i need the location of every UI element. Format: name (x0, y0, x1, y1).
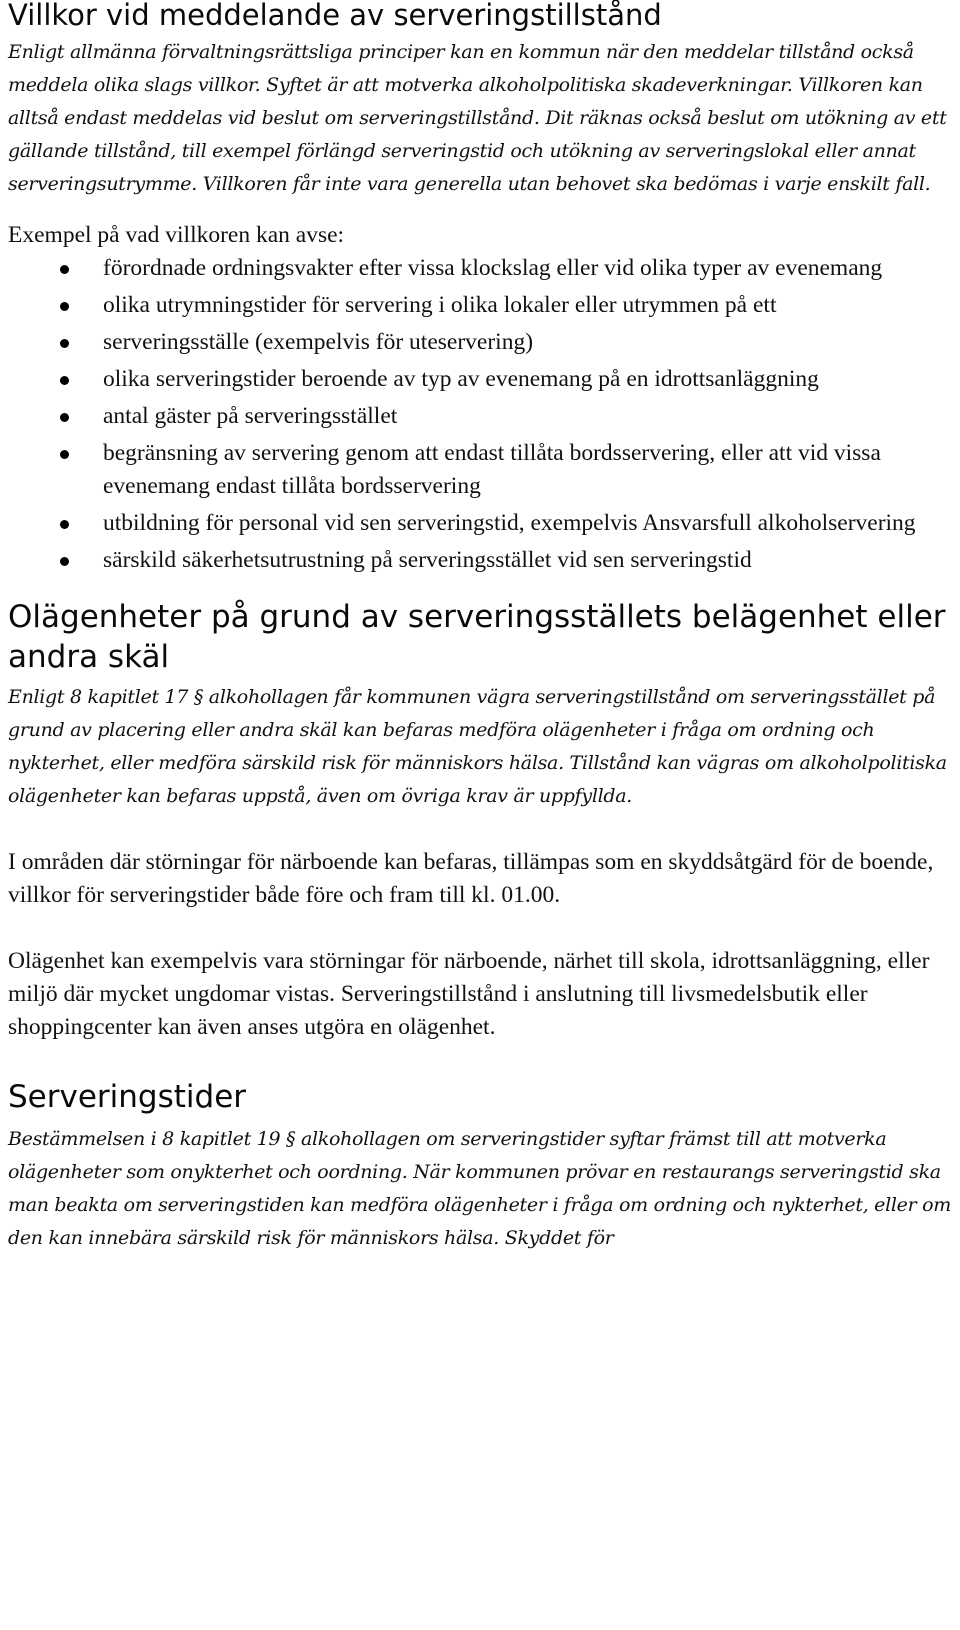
bullet-icon (60, 520, 69, 529)
list-item: olika serveringstider beroende av typ av evenemang på en idrottsanläggning (8, 363, 952, 396)
list-item: olika utrymningstider för servering i olika lokaler eller utrymmen på ett (8, 289, 952, 322)
list-item: utbildning för personal vid sen serveringstid, exempelvis Ansvarsfull alkoholservering (8, 507, 952, 540)
bullet-icon (60, 339, 69, 348)
document-page (8, 0, 952, 1255)
section-heading-villkor: Villkor vid meddelande av serveringstillstånd (8, 0, 662, 32)
bullet-icon (60, 413, 69, 422)
section-intro-serveringstider: Bestämmelsen i 8 kapitlet 19 § alkohollagen om serveringstider syftar främst till att motverka olägenheter som onykterhet och oordning. När kommunen prövar en restaurangs serveringstid ska man beakta om serveringstiden kan medföra olägenheter i fråga om ordning och nykterhet, eller om den kan innebära särskild risk för människors hälsa. Skyddet för (8, 1128, 951, 1249)
list-item: serveringsställe (exempelvis för uteservering) (8, 326, 952, 359)
bullet-icon (60, 265, 69, 274)
paragraph-olagenhet-exempel: Olägenhet kan exempelvis vara störningar för närboende, närhet till skola, idrottsanläggning, eller miljö där mycket ungdomar vistas. Serveringstillstånd i anslutning till livsmedelsbutik eller shoppingcenter kan även anses utgöra en olägenhet. (8, 948, 930, 1040)
section-heading-serveringstider: Serveringstider (8, 1079, 247, 1115)
list-lead: Exempel på vad villkoren kan avse: (8, 222, 345, 248)
bullet-icon (60, 376, 69, 385)
list-item: förordnade ordningsvakter efter vissa klockslag eller vid olika typer av evenemang (8, 252, 952, 285)
bullet-icon (60, 557, 69, 566)
bullet-icon (60, 302, 69, 311)
list-item: begränsning av servering genom att endast tillåta bordsservering, eller att vid vissa evenemang endast tillåta bordsservering (8, 437, 952, 503)
list-item: särskild säkerhetsutrustning på serveringsstället vid sen serveringstid (8, 544, 952, 577)
section-intro-villkor: Enligt allmänna förvaltningsrättsliga principer kan en kommun när den meddelar tillstånd också meddela olika slags villkor. Syftet är att motverka alkoholpolitiska skadeverkningar. Villkoren kan alltså endast meddelas vid beslut om serveringstillstånd. Dit räknas också beslut om utökning av ett gällande tillstånd, till exempel förlängd serveringstid och utökning av serveringslokal eller annat serveringsutrymme. Villkoren får inte vara generella utan behovet ska bedömas i varje enskilt fall. (8, 41, 947, 195)
list-item: antal gäster på serveringsstället (8, 400, 952, 433)
villkor-examples-list (8, 252, 952, 577)
section-intro-olagenheter: Enligt 8 kapitlet 17 § alkohollagen får kommunen vägra serveringstillstånd om serveringsstället på grund av placering eller andra skäl kan befaras medföra olägenheter i fråga om ordning och nykterhet, eller medföra särskild risk för människors hälsa. Tillstånd kan vägras om alkoholpolitiska olägenheter kan befaras uppstå, även om övriga krav är uppfyllda. (8, 686, 947, 807)
paragraph-storningar: I områden där störningar för närboende kan befaras, tillämpas som en skyddsåtgärd för de boende, villkor för serveringstider både före och fram till kl. 01.00. (8, 849, 934, 908)
bullet-icon (60, 450, 69, 459)
section-heading-olagenheter: Olägenheter på grund av serveringsställets belägenhet eller andra skäl (8, 599, 946, 675)
